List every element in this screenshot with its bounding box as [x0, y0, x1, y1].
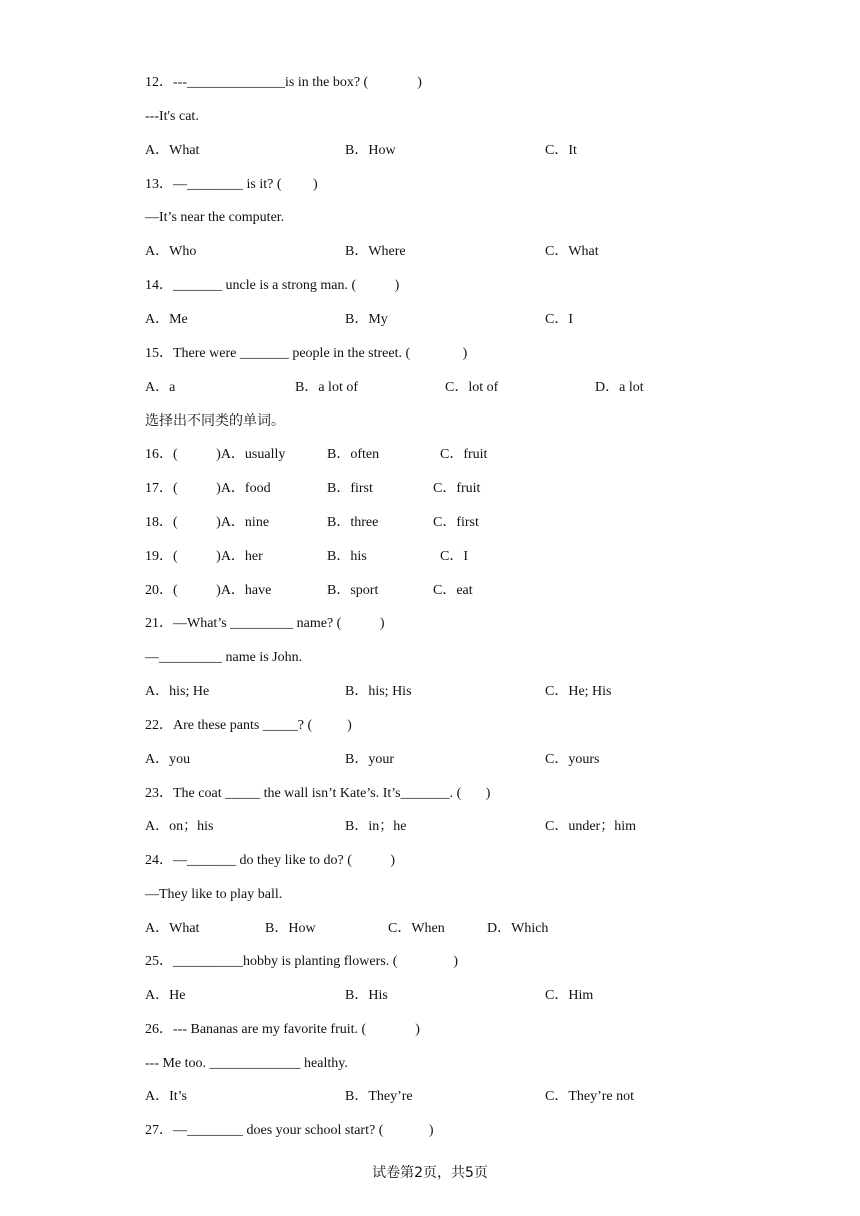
q25-option-a: A．He	[145, 988, 186, 1003]
q26-option-b: B．They’re	[345, 1089, 413, 1104]
q22-stem: 22．Are these pants _____? ( )	[145, 718, 352, 733]
q18-option-a: 18．( )A．nine	[145, 515, 270, 530]
section-title: 选择出不同类的单词。	[145, 413, 285, 429]
q26-reply: --- Me too. _____________ healthy.	[145, 1056, 348, 1071]
q17-option-b: B．first	[327, 481, 373, 496]
q15-option-a: A．a	[145, 380, 176, 395]
q23-option-c: C．under；him	[545, 819, 636, 834]
q20-option-b: B．sport	[327, 583, 379, 598]
q13-reply: —It’s near the computer.	[145, 210, 285, 225]
q22-option-b: B．your	[345, 752, 394, 767]
q12-option-a: A．What	[145, 143, 200, 158]
q14-option-c: C．I	[545, 312, 573, 327]
q12-reply: ---It's cat.	[145, 109, 199, 124]
q21-stem: 21．—What’s _________ name? ( )	[145, 616, 385, 631]
q12-stem: 12．---______________is in the box? ( )	[145, 75, 422, 90]
q16-option-b: B．often	[327, 447, 380, 462]
q19-option-a: 19．( )A．her	[145, 549, 263, 564]
q24-option-a: A．What	[145, 921, 200, 936]
q21-reply: —_________ name is John.	[145, 650, 303, 665]
q18-option-b: B．three	[327, 515, 379, 530]
q26-option-c: C．They’re not	[545, 1089, 635, 1104]
q12-option-b: B．How	[345, 143, 396, 158]
q20-option-a: 20．( )A．have	[145, 583, 272, 598]
q18-option-c: C．first	[433, 515, 479, 530]
page-footer: 试卷第2页，共5页	[372, 1165, 488, 1181]
q22-option-a: A．you	[145, 752, 191, 767]
q17-option-a: 17．( )A．food	[145, 481, 271, 496]
q14-stem: 14．_______ uncle is a strong man. ( )	[145, 278, 400, 293]
q24-option-c: C．When	[388, 921, 445, 936]
q24-stem: 24．—_______ do they like to do? ( )	[145, 853, 396, 868]
q15-stem: 15．There were _______ people in the street. ( )	[145, 346, 468, 361]
q26-stem: 26．--- Bananas are my favorite fruit. ( )	[145, 1022, 420, 1037]
q21-option-a: A．his; He	[145, 684, 210, 699]
q26-option-a: A．It’s	[145, 1089, 187, 1104]
q23-option-a: A．on；his	[145, 819, 214, 834]
q13-option-b: B．Where	[345, 244, 406, 259]
q19-option-c: C．I	[440, 549, 468, 564]
q27-stem: 27．—________ does your school start? ( )	[145, 1123, 434, 1138]
q21-option-c: C．He; His	[545, 684, 612, 699]
q20-option-c: C．eat	[433, 583, 473, 598]
q13-stem: 13．—________ is it? ( )	[145, 177, 318, 192]
q15-option-b: B．a lot of	[295, 380, 358, 395]
q22-option-c: C．yours	[545, 752, 600, 767]
q23-option-b: B．in；he	[345, 819, 407, 834]
q15-option-c: C．lot of	[445, 380, 499, 395]
q25-stem: 25．__________hobby is planting flowers. ( )	[145, 954, 459, 969]
q12-option-c: C．It	[545, 143, 577, 158]
q16-option-a: 16．( )A．usually	[145, 447, 286, 462]
q25-option-c: C．Him	[545, 988, 594, 1003]
q15-option-d: D．a lot	[595, 380, 644, 395]
q24-reply: —They like to play ball.	[145, 887, 283, 902]
q13-option-c: C．What	[545, 244, 599, 259]
q24-option-d: D．Which	[487, 921, 549, 936]
q13-option-a: A．Who	[145, 244, 197, 259]
q23-stem: 23．The coat _____ the wall isn’t Kate’s. It’s_______. ( )	[145, 786, 491, 801]
q19-option-b: B．his	[327, 549, 367, 564]
q14-option-b: B．My	[345, 312, 388, 327]
q21-option-b: B．his; His	[345, 684, 412, 699]
q25-option-b: B．His	[345, 988, 388, 1003]
q16-option-c: C．fruit	[440, 447, 488, 462]
q17-option-c: C．fruit	[433, 481, 481, 496]
q14-option-a: A．Me	[145, 312, 188, 327]
q24-option-b: B．How	[265, 921, 316, 936]
